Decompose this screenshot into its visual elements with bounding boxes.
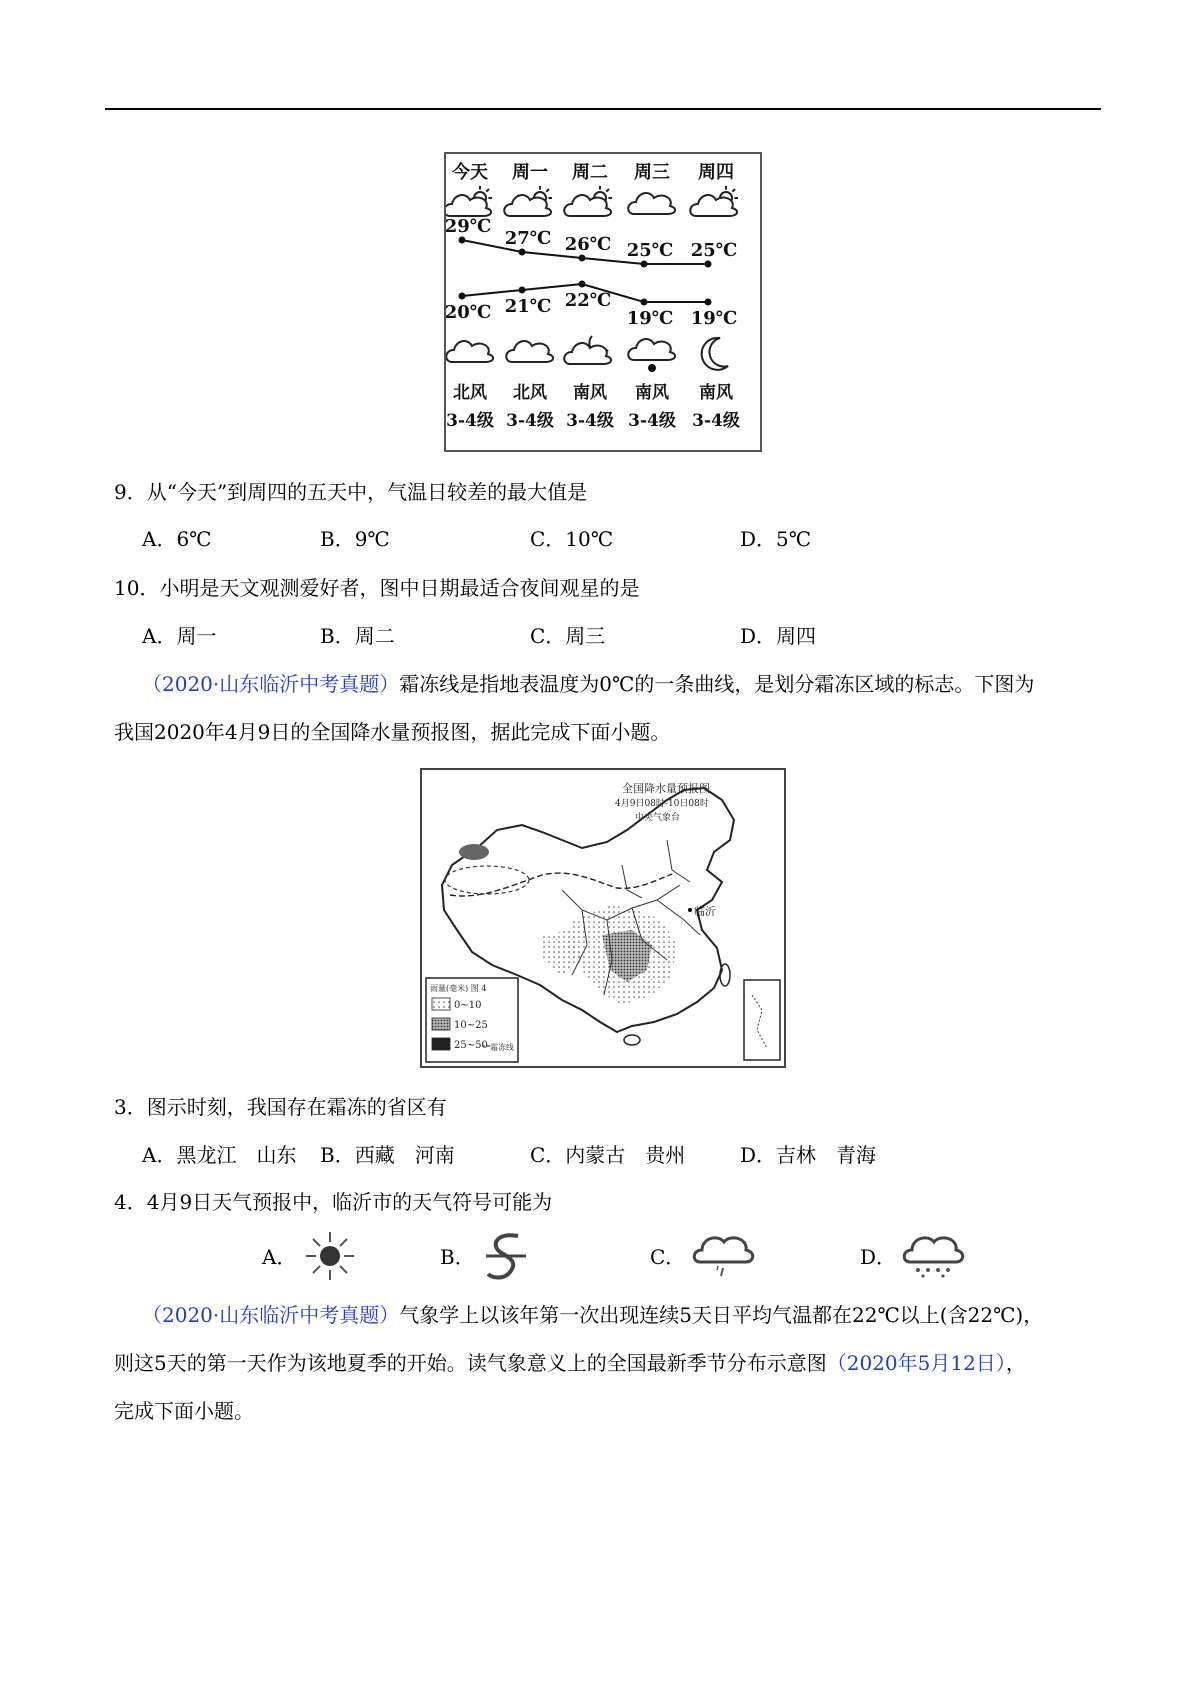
night-weather-cloud-icon [506,341,553,362]
intro2-source: （2020·山东临沂中考真题） [142,1303,400,1327]
day-label: 周三 [634,162,670,183]
wind-direction: 南风 [699,383,733,403]
night-weather-cloud-moon-icon [564,343,611,364]
wind-level: 3-4级 [506,411,554,431]
intro1-text1: 霜冻线是指地表温度为0℃的一条曲线，是划分霜冻区域的标志。下图为 [399,672,1035,696]
day-weather-cloud-sun-icon [504,195,551,216]
q3-option-b[interactable]: B．西藏 河南 [320,1143,455,1167]
wind-direction: 南风 [573,383,607,403]
high-temp-point [641,261,648,268]
intro2-line2 [114,1350,1026,1376]
intro2-line3: 完成下面小题。 [114,1399,254,1423]
q4-option-c[interactable]: C． [650,1245,686,1269]
intro1-line2: 我国2020年4月9日的全国降水量预报图，据此完成下面小题。 [114,720,671,744]
high-temp-point [705,261,712,268]
high-temp-point [459,237,466,244]
intro2-text2: 则这5天的第一天作为该地夏季的开始。读气象意义上的全国最新季节分布示意图 [114,1351,827,1375]
q4-option-b[interactable]: B． [440,1245,475,1269]
q10-option-a[interactable]: A．周一 [142,624,217,648]
low-temp-label: 21℃ [504,296,552,317]
legend-item-0-10: 0~10 [454,1000,482,1011]
q9-option-c[interactable]: C．10℃ [530,527,614,551]
q3-option-a[interactable]: A．黑龙江 山东 [142,1143,297,1167]
high-temp-label: 26℃ [564,234,612,255]
legend-item-25-50: 25~50 [454,1040,488,1051]
low-temp-label: 19℃ [690,308,738,329]
low-temp-point [705,299,712,306]
weather-forecast-figure [444,152,762,452]
header-rule [105,108,1101,110]
q9-option-b[interactable]: B．9℃ [320,527,390,551]
night-weather-cloud-icon [446,341,493,362]
day-weather-cloud-sun-icon-ray [486,189,489,192]
intro2-date: （2020年5月12日） [826,1351,1006,1375]
q9-option-a[interactable]: A．6℃ [142,527,212,551]
precipitation-map-figure [420,768,786,1068]
q9-stem: 9．从“今天”到周四的五天中，气温日较差的最大值是 [114,480,588,504]
high-temp-label: 27℃ [504,228,552,249]
night-weather-rain-cloud-icon [628,339,675,360]
q10-option-d[interactable]: D．周四 [740,624,817,648]
wind-direction: 南风 [635,383,669,403]
q4-stem: 4．4月9日天气预报中，临沂市的天气符号可能为 [114,1190,553,1214]
q10-option-b[interactable]: B．周二 [320,624,395,648]
high-temp-label: 25℃ [626,240,674,261]
legend-item-10-25: 10~25 [454,1020,488,1031]
wind-level: 3-4级 [628,411,676,431]
wind-direction: 北风 [453,383,487,403]
wind-level: 3-4级 [446,411,494,431]
sun-icon [302,1228,358,1284]
low-temp-label: 22℃ [564,290,612,311]
q10-option-c[interactable]: C．周三 [530,624,606,648]
night-weather-moon-icon [702,338,728,370]
day-weather-cloud-sun-icon-ray [732,189,735,192]
intro1-line1 [142,671,1034,697]
legend-title: 雨量(毫米) 图 4 [430,984,487,993]
high-temp-point [579,255,586,262]
map-publisher: 中央气象台 [635,813,681,823]
legend-frost-line: 霜冻线 [490,1043,514,1052]
day-label: 周二 [572,162,608,183]
q4-option-d[interactable]: D． [860,1245,897,1269]
intro1-source: （2020·山东临沂中考真题） [142,672,400,696]
wind-direction: 北风 [513,383,547,403]
day-weather-cloud-sun-icon [564,195,611,216]
high-temp-point [519,249,526,256]
day-weather-cloud-sun-icon-ray [606,189,609,192]
low-temp-point [459,293,466,300]
day-weather-cloud-sun-icon-ray [546,189,549,192]
q10-stem: 10．小明是天文观测爱好者，图中日期最适合夜间观星的是 [114,576,640,600]
intro2-text1: 气象学上以该年第一次出现连续5天日平均气温都在22℃以上(含22℃)， [399,1303,1044,1327]
wind-level: 3-4级 [566,411,614,431]
intro2-line1 [142,1302,1043,1328]
weather-forecast-svg [446,154,760,450]
map-subtitle: 4月9日08时-10日08时 [615,799,709,809]
night-weather-rain-cloud-icon-drop [648,364,656,372]
typhoon-icon [478,1226,534,1286]
intro2-comma: ， [1005,1351,1026,1375]
q3-option-c[interactable]: C．内蒙古 贵州 [530,1143,686,1167]
light-rain-icon [688,1226,758,1282]
q9-option-d[interactable]: D．5℃ [740,527,812,551]
wind-level: 3-4级 [692,411,740,431]
map-city-linyi: 临沂 [694,905,716,918]
day-label: 周一 [512,162,548,183]
day-label: 周四 [698,162,734,183]
q3-stem: 3．图示时刻，我国存在霜冻的省区有 [114,1095,447,1119]
high-temp-label: 29℃ [446,216,492,237]
day-label: 今天 [452,162,488,183]
low-temp-point [579,281,586,288]
day-weather-cloud-sun-icon [690,195,737,216]
rain-cloud-icon [898,1226,970,1282]
low-temp-point [519,287,526,294]
low-temp-point [641,299,648,306]
q3-option-d[interactable]: D．吉林 青海 [740,1143,877,1167]
china-precipitation-map [422,770,784,1066]
high-temp-label: 25℃ [690,240,738,261]
day-weather-cloud-icon [628,193,675,214]
low-temp-label: 20℃ [446,302,492,323]
day-weather-cloud-sun-icon [446,195,491,216]
low-temp-label: 19℃ [626,308,674,329]
map-title: 全国降水量预报图 [622,782,710,795]
q4-option-a[interactable]: A． [262,1245,297,1269]
